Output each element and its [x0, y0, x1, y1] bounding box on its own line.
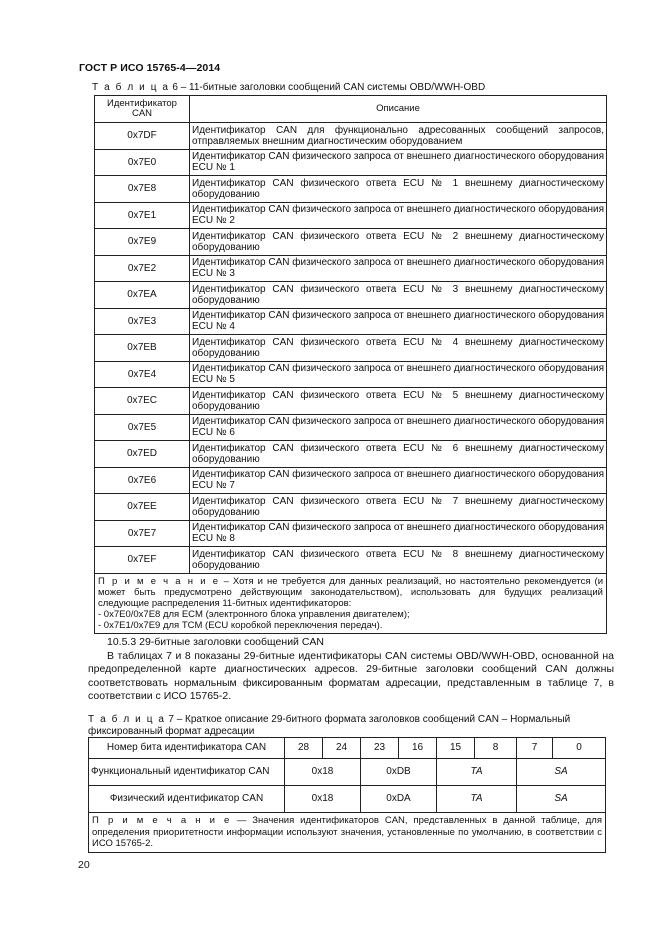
- note-text: – Хотя и не требуется для данных реализаций, но настоятельно рекомендуется (и может быть предусмотрено действующим законодательством), использовать для будущих реализаций следующие распределения 11-битных идентификаторов:: [98, 575, 604, 609]
- note-label: П р и м е ч а н и е: [92, 815, 231, 826]
- can-id-cell: 0x7E0: [95, 149, 190, 176]
- can-id-cell: 0x7EA: [95, 282, 190, 309]
- table-row: [95, 202, 607, 229]
- table-row: [95, 520, 607, 547]
- bit-0: 0: [553, 738, 606, 759]
- bit-16: 16: [399, 738, 437, 759]
- format-value: 0xDA: [361, 786, 437, 813]
- document-header: ГОСТ Р ИСО 15765-4—2014: [79, 62, 221, 74]
- note-item-ecm: - 0x7E0/0x7E8 для ECM (электронного блока управления двигателем);: [98, 608, 410, 620]
- description-cell: Идентификатор CAN физического ответа ECU № 1 внешнему диагностическому оборудованию: [190, 176, 607, 203]
- description-cell: Идентификатор CAN физического ответа ECU № 6 внешнему диагностическому оборудованию: [190, 441, 607, 468]
- bit-number-header: Номер бита идентификатора CAN: [89, 738, 285, 759]
- target-address: TA: [437, 759, 517, 786]
- can-id-cell: 0x7E5: [95, 414, 190, 441]
- table-row: [95, 255, 607, 282]
- can-id-cell: 0x7E4: [95, 361, 190, 388]
- description-cell: Идентификатор CAN физического запроса от внешнего диагностического оборудования ECU № 7: [190, 467, 607, 494]
- note-label: П р и м е ч а н и е: [98, 575, 220, 587]
- table-row: [95, 494, 607, 521]
- page-number: 20: [78, 859, 90, 871]
- column-header-can-id: Идентификатор CAN: [95, 96, 190, 123]
- table-row: [95, 282, 607, 309]
- section-10-5-3: [88, 636, 614, 704]
- table-row: [95, 467, 607, 494]
- table-7-caption-label: Т а б л и ц а: [88, 714, 166, 725]
- description-cell: Идентификатор CAN физического запроса от внешнего диагностического оборудования ECU № 6: [190, 414, 607, 441]
- can-id-cell: 0x7ED: [95, 441, 190, 468]
- table-7-note: [89, 813, 606, 853]
- source-address: SA: [517, 759, 606, 786]
- can-id-cell: 0x7E8: [95, 176, 190, 203]
- description-cell: Идентификатор CAN физического запроса от внешнего диагностического оборудования ECU № 2: [190, 202, 607, 229]
- can-id-cell: 0x7DF: [95, 123, 190, 150]
- table-row: [95, 229, 607, 256]
- description-cell: Идентификатор CAN физического ответа ECU № 5 внешнему диагностическому оборудованию: [190, 388, 607, 415]
- can-id-cell: 0x7EC: [95, 388, 190, 415]
- description-cell: Идентификатор CAN для функционально адресованных сообщений запросов, отправляемых внешним диагностическим оборудованием: [190, 123, 607, 150]
- bit-15: 15: [437, 738, 475, 759]
- note-item-tcm: - 0x7E1/0x7E9 для TCM (ECU коробкой переключения передач).: [98, 619, 383, 631]
- table-6-caption-label: Т а б л и ц а: [92, 82, 170, 93]
- bit-8: 8: [475, 738, 517, 759]
- table-row: [95, 149, 607, 176]
- can-id-cell: 0x7E1: [95, 202, 190, 229]
- table-6-caption: [92, 82, 485, 94]
- priority-value: 0x18: [285, 759, 361, 786]
- section-heading: 10.5.3 29-битные заголовки сообщений CAN: [107, 636, 325, 648]
- table-row: [95, 547, 607, 574]
- source-address: SA: [517, 786, 606, 813]
- format-value: 0xDB: [361, 759, 437, 786]
- can-id-cell: 0x7E9: [95, 229, 190, 256]
- description-cell: Идентификатор CAN физического запроса от внешнего диагностического оборудования ECU № 3: [190, 255, 607, 282]
- description-cell: Идентификатор CAN физического ответа ECU № 7 внешнему диагностическому оборудованию: [190, 494, 607, 521]
- bit-28: 28: [285, 738, 323, 759]
- description-cell: Идентификатор CAN физического ответа ECU № 3 внешнему диагностическому оборудованию: [190, 282, 607, 309]
- description-cell: Идентификатор CAN физического ответа ECU № 8 внешнему диагностическому оборудованию: [190, 547, 607, 574]
- can-id-cell: 0x7E7: [95, 520, 190, 547]
- column-header-description: Описание: [190, 96, 607, 123]
- table-row: [95, 335, 607, 362]
- table-row-physical: [89, 786, 606, 813]
- table-row: [95, 176, 607, 203]
- bit-23: 23: [361, 738, 399, 759]
- row-label: Физический идентификатор CAN: [89, 786, 285, 813]
- can-id-cell: 0x7E6: [95, 467, 190, 494]
- section-paragraph: В таблицах 7 и 8 показаны 29-битные идентификаторы CAN системы OBD/WWH-OBD, основанной на предопределенной карте диагностических адресов. 29-битные заголовки сообщений CAN должны соответствовать нормальным фиксированным форматам адресации, представленным в таблице 7, в соответствии с ИСО 15765-2.: [88, 649, 614, 702]
- description-cell: Идентификатор CAN физического запроса от внешнего диагностического оборудования ECU № 5: [190, 361, 607, 388]
- can-id-cell: 0x7E2: [95, 255, 190, 282]
- can-id-cell: 0x7EE: [95, 494, 190, 521]
- table-6-note: [95, 573, 607, 633]
- description-cell: Идентификатор CAN физического запроса от внешнего диагностического оборудования ECU № 1: [190, 149, 607, 176]
- description-cell: Идентификатор CAN физического ответа ECU № 2 внешнему диагностическому оборудованию: [190, 229, 607, 256]
- table-6-body: [95, 123, 607, 574]
- note-text: — Значения идентификаторов CAN, представленных в данной таблице, для определения приоритетности информации используют значения, установленные по умолчанию, в соответствии с ИСО 15765-2.: [92, 815, 602, 849]
- table-6-caption-text: 6 – 11-битные заголовки сообщений CAN системы OBD/WWH-OBD: [172, 82, 486, 93]
- table-row: [95, 414, 607, 441]
- table-row: [95, 388, 607, 415]
- table-row-functional: [89, 759, 606, 786]
- table-row: [95, 361, 607, 388]
- bit-24: 24: [323, 738, 361, 759]
- table-6-can-headers: [94, 95, 607, 634]
- table-row: [95, 441, 607, 468]
- description-cell: Идентификатор CAN физического запроса от внешнего диагностического оборудования ECU № 4: [190, 308, 607, 335]
- bit-7: 7: [517, 738, 553, 759]
- table-7-caption: [88, 714, 614, 738]
- priority-value: 0x18: [285, 786, 361, 813]
- can-id-cell: 0x7EB: [95, 335, 190, 362]
- table-row: [95, 123, 607, 150]
- can-id-cell: 0x7EF: [95, 547, 190, 574]
- table-7-caption-text: 7 – Краткое описание 29-битного формата заголовков сообщений CAN – Нормальный фиксированный формат адресации: [88, 714, 571, 737]
- row-label: Функциональный идентификатор CAN: [89, 759, 285, 786]
- table-row: [95, 308, 607, 335]
- target-address: TA: [437, 786, 517, 813]
- table-7-29bit-format: [88, 737, 606, 853]
- can-id-cell: 0x7E3: [95, 308, 190, 335]
- description-cell: Идентификатор CAN физического запроса от внешнего диагностического оборудования ECU № 8: [190, 520, 607, 547]
- description-cell: Идентификатор CAN физического ответа ECU № 4 внешнему диагностическому оборудованию: [190, 335, 607, 362]
